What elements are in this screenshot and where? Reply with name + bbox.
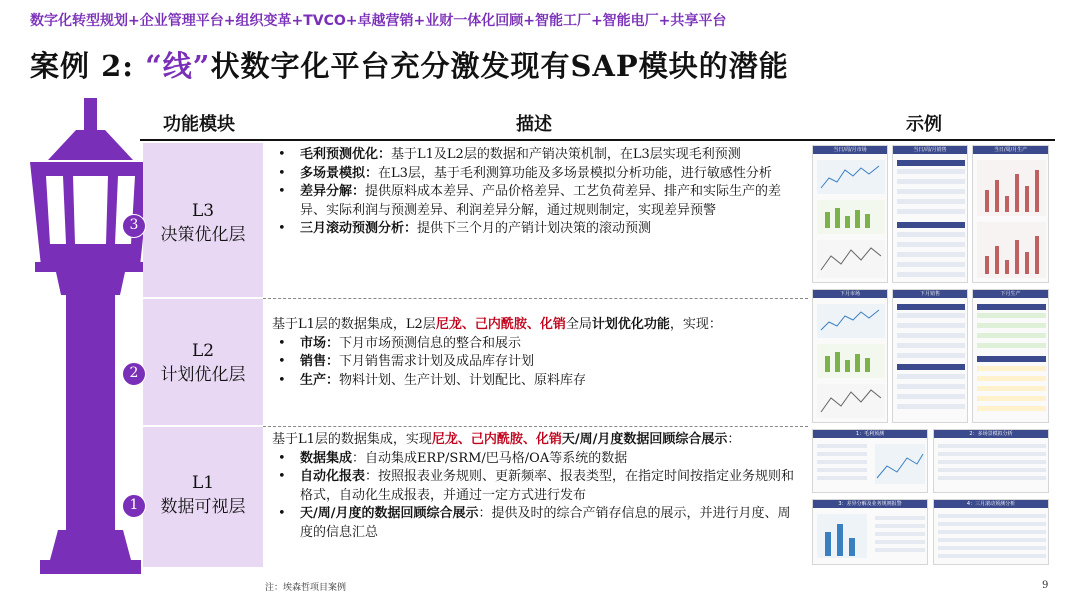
mini-chart-icon: [817, 304, 885, 420]
layer-l1-name: 数据可视层: [160, 497, 246, 517]
bullet-text: ：提供及时的综合产销存信息的展示，并进行月度、周度的信息汇总: [300, 506, 791, 540]
dashboard-thumbnail: [933, 499, 1049, 565]
intro-text: ：: [727, 432, 741, 447]
mini-table-icon: [897, 160, 965, 280]
layer-l1-code: L1: [191, 473, 215, 493]
bullet-text: 下月市场预测信息的整合和展示: [339, 335, 522, 351]
mini-bar-chart-icon: [817, 512, 925, 562]
dashboard-thumbnail: [972, 289, 1049, 423]
bullet-term: 生产：: [300, 372, 340, 388]
layer-l2-name: 计划优化层: [160, 365, 246, 385]
dashboard-thumbnail: [812, 145, 888, 283]
layer-number-badge: 2: [122, 362, 146, 386]
layer-l1-box: [143, 427, 263, 567]
layer-l1-intro: [272, 431, 802, 450]
intro-text: 基于L1层的数据集成，L2层: [272, 317, 436, 332]
bullet-item: [272, 505, 802, 542]
column-header-desc: 描述: [516, 114, 552, 135]
intro-red-text: 尼龙、己内酰胺、化销: [431, 432, 562, 447]
layer-l3-code: L3: [191, 201, 215, 221]
bullet-term: 市场：: [300, 335, 340, 351]
bullet-text: 在L3层，基于毛利测算功能及多场景模拟分析功能，进行敏感性分析: [378, 165, 772, 181]
layer-l1-description: [272, 431, 802, 542]
column-header-example: 示例: [906, 114, 942, 135]
bullet-term: 差异分解：: [300, 184, 366, 199]
dashboard-thumbnail: [933, 429, 1049, 493]
layer-number-badge: 1: [122, 494, 146, 518]
row-divider: [263, 298, 808, 299]
bullet-text: ：按照报表业务规则、更新频率、报表类型，在指定时间按指定业务规则和格式，自动化生成报表，并通过一定方式进行发布: [300, 469, 795, 503]
thumbnail-title: 2：多场景模拟分析: [934, 430, 1048, 438]
bullet-text: 提供原料成本差异、产品价格差异、工艺负荷差异、排产和实际生产的差异、实际利润与预测差异、利润差异分解，通过规则制定，实现差异预警: [300, 184, 782, 218]
title-highlight: “线”: [145, 49, 211, 83]
mini-table-icon: [938, 442, 1046, 490]
mini-chart-icon: [817, 160, 885, 280]
bullet-item: [272, 468, 802, 505]
bullet-item: [272, 183, 802, 220]
mini-table-icon: [897, 304, 965, 420]
bullet-item: [272, 165, 802, 184]
mini-table-icon: [817, 442, 925, 490]
bullet-term: 数据集成: [300, 450, 353, 466]
thumbnail-title: 当日/周/月市场: [813, 146, 887, 154]
bullet-text: 提供下三个月的产销计划决策的滚动预测: [417, 221, 652, 236]
page-number: 9: [1042, 580, 1049, 591]
footer-note: 注：埃森哲项目案例: [265, 583, 347, 593]
layer-l2-description: [272, 316, 802, 390]
thumbnail-title: 当日/周/月生产: [973, 146, 1048, 154]
dashboard-thumbnail: [812, 429, 928, 493]
top-banner: 数字化转型规划+企业管理平台+组织变革+TVCO+卓越营销+业财一体化回顾+智能工厂+智能电厂+共享平台: [30, 13, 727, 29]
row-divider: [263, 426, 808, 427]
intro-red-text: 尼龙、己内酰胺、化销: [435, 317, 566, 332]
layer-l3-name: 决策优化层: [160, 225, 246, 245]
bullet-term: 多场景模拟：: [300, 165, 379, 181]
bullet-text: 基于L1及L2层的数据和产销决策机制，在L3层实现毛利预测: [391, 147, 741, 162]
dashboard-thumbnail: [972, 145, 1049, 283]
bullet-term: 销售：: [300, 354, 340, 369]
layer-l2-code: L2: [191, 341, 215, 361]
thumbnail-title: 3：差异分解及业务规则报警: [813, 500, 927, 508]
dashboard-thumbnail: [812, 289, 888, 423]
thumbnail-title: 当日/周/月销售: [893, 146, 967, 154]
layer-l2-intro: [272, 316, 802, 335]
intro-bold-text: 天/周/月度数据回顾综合展示: [561, 432, 728, 447]
bullet-item: [272, 220, 802, 239]
bullet-term: 三月滚动预测分析：: [300, 221, 418, 236]
layer-number-badge: 3: [122, 214, 146, 238]
thumbnail-title: 4：三月滚动预测分析: [934, 500, 1048, 508]
bullet-text: ：自动集成ERP/SRM/巴马格/OA等系统的数据: [352, 450, 628, 466]
thumbnail-title: 下月生产: [973, 290, 1048, 298]
dashboard-thumbnail: [892, 289, 968, 423]
bullet-term: 天/周/月度的数据回顾综合展示: [300, 506, 479, 521]
mini-bar-chart-icon: [977, 160, 1046, 280]
layer-l3-description: [272, 146, 802, 239]
bullet-item: [272, 335, 802, 354]
bullet-item: [272, 372, 802, 391]
thumbnail-title: 下月销售: [893, 290, 967, 298]
bullet-text: 下月销售需求计划及成品库存计划: [339, 354, 535, 369]
intro-text: 全局: [565, 317, 592, 332]
intro-bold-text: 计划优化功能: [591, 317, 670, 332]
mini-table-icon: [977, 304, 1046, 420]
example-thumbnails: [812, 143, 1049, 568]
thumbnail-title: 下月市场: [813, 290, 887, 298]
thumbnail-title: 1：毛利预测: [813, 430, 927, 438]
intro-text: ，实现：: [669, 317, 722, 332]
dashboard-thumbnail: [892, 145, 968, 283]
bullet-item: [272, 450, 802, 469]
header-rule: [140, 139, 1055, 141]
title-prefix: 案例 2:: [30, 49, 146, 83]
mini-table-icon: [938, 512, 1046, 562]
intro-text: 基于L1层的数据集成，实现: [272, 432, 432, 447]
bullet-term: 自动化报表: [300, 469, 366, 484]
title-suffix: 状数字化平台充分激发现有SAP模块的潜能: [210, 49, 789, 83]
layer-l2-box: [143, 299, 263, 425]
dashboard-thumbnail: [812, 499, 928, 565]
column-header-module: 功能模块: [163, 114, 235, 135]
bullet-item: [272, 353, 802, 372]
layer-l3-box: [143, 143, 263, 297]
bullet-text: 物料计划、生产计划、计划配比、原料库存: [339, 372, 587, 388]
bullet-item: [272, 146, 802, 165]
bullet-term: 毛利预测优化：: [300, 147, 392, 162]
